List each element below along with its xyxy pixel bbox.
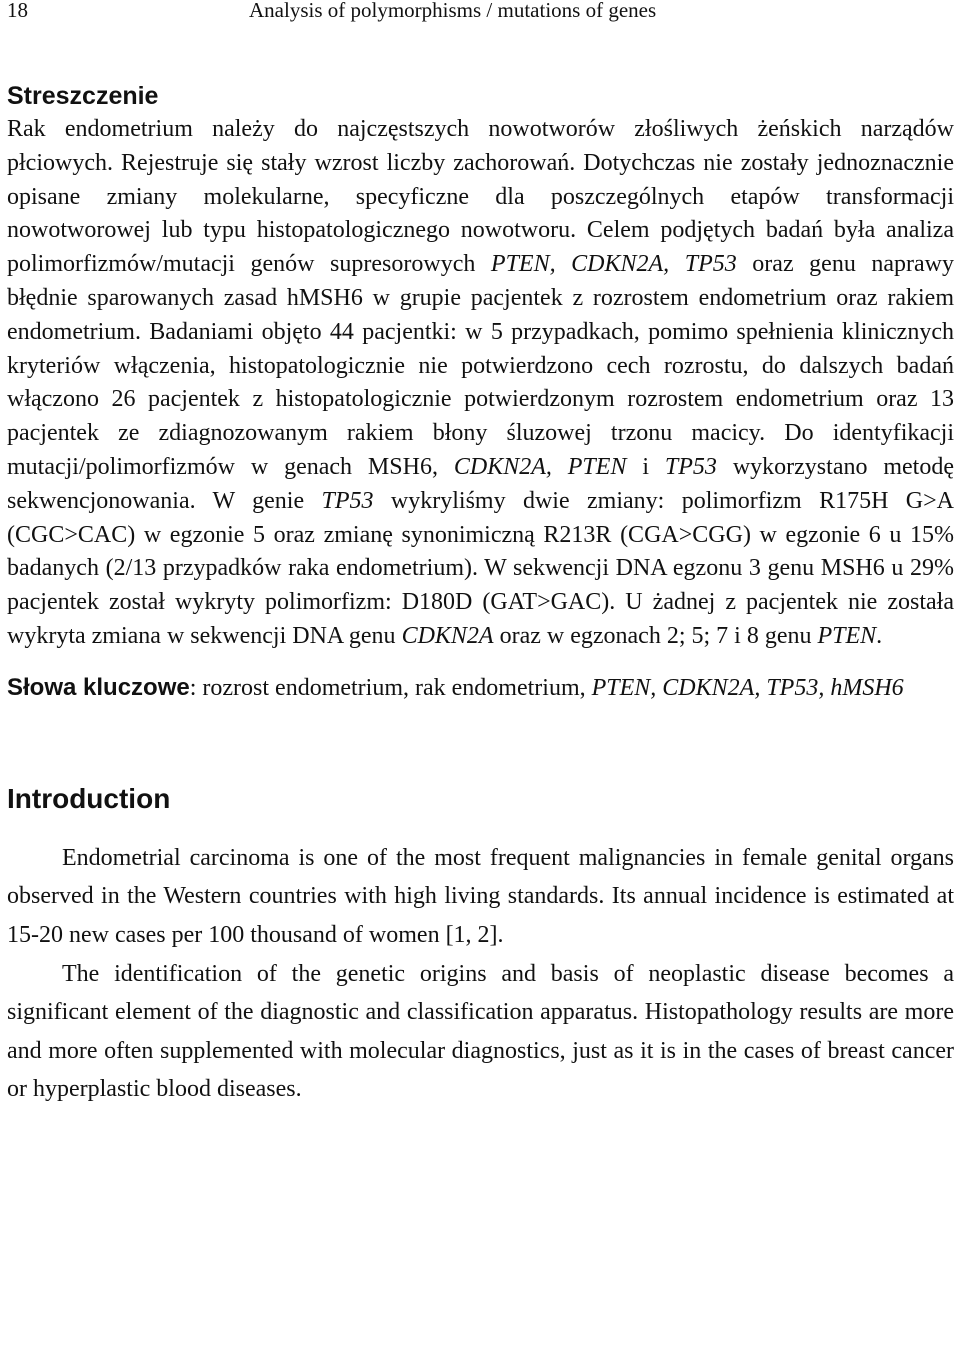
abstract-text-7: . (876, 622, 883, 649)
abstract-heading: Streszczenie (7, 82, 159, 110)
gene-name-cdkn2a: CDKN2A (401, 622, 494, 649)
keywords-colon: : (189, 674, 197, 701)
abstract-text-4: wykorzystano metodę sekwencjonowania. W genie (7, 453, 955, 514)
gene-name-pten: PTEN (817, 622, 877, 649)
keywords-plain: rozrost endometrium, rak endometrium, (196, 674, 592, 701)
keywords (7, 671, 954, 705)
introduction-paragraph-1: Endometrial carcinoma is one of the most frequent malignancies in female genital organs observed in the Western countries with high living standards. Its annual incidence is estimated at 15-20 new cases per 100 thousand of women [1, 2]. (7, 844, 954, 948)
keywords-label: Słowa kluczowe (7, 673, 190, 701)
abstract-text-6: oraz w egzonach 2; 5; 7 i 8 genu (493, 622, 818, 649)
page-number: 18 (7, 0, 28, 22)
keywords-italic: PTEN, CDKN2A, TP53, hMSH6 (591, 674, 904, 701)
introduction-heading: Introduction (7, 782, 171, 814)
abstract-text-5: wykryliśmy dwie zmiany: polimorfizm R175H G>A (CGC>CAC) w egzonie 5 oraz zmianę synonimiczną R213R (CGA>CGG) w egzonie 6 u 15% badanych (2/13 przypadków raka endometrium). W sekwencji DNA egzonu 3 genu MSH6 u 29% pacjentek został wykryty polimorfizm: D180D (GAT>GAC). U żadnej z pacjentek nie została wykryta zmiana w sekwencji DNA genu (7, 487, 954, 649)
abstract-text-3: i (626, 453, 665, 480)
document-page (7, 0, 954, 1109)
running-header (7, 0, 954, 40)
abstract-text-2: oraz genu naprawy błędnie sparowanych zasad hMSH6 w grupie pacjentek z rozrostem endometrium oraz rakiem endometrium. Badaniami objęto 44 pacjentki: w 5 przypadkach, pomimo spełnienia klinicznych kryteriów włączenia, histopatologicznie nie potwierdzono cech rozrostu, do dalszych badań włączono 26 pacjentek z histopatologicznie potwierdzonym rozrostem endometrium oraz 13 pacjentek ze zdiagnozowanym rakiem błony śluzowej trzonu macicy. Do identyfikacji mutacji/polimorfizmów w genach MSH6, (7, 251, 955, 480)
abstract-text-1: Rak endometrium należy do najczęstszych nowotworów złośliwych żeńskich narządów płciowych. Rejestruje się stały wzrost liczby zachorowań. Dotychczas nie zostały jednoznacznie opisane zmiany molekularne, specyficzne dla poszczególnych etapów transformacji nowotworowej lub typu histopatologicznego nowotworu. Celem podjętych badań była analiza polimorfizmów/mutacji genów supresorowych (7, 116, 954, 278)
gene-names-1: PTEN, CDKN2A, TP53 (490, 251, 737, 278)
running-title: Analysis of polymorphisms / mutations of genes (249, 0, 657, 22)
gene-names-2: CDKN2A, PTEN (453, 453, 627, 480)
abstract-paragraph (7, 113, 954, 654)
gene-name-tp53-1: TP53 (664, 453, 717, 480)
introduction-paragraph-2: The identification of the genetic origins and basis of neoplastic disease becomes a significant element of the diagnostic and classification apparatus. Histopathology results are more and more often supplemented with molecular diagnostics, just as it is in the cases of breast cancer or hyperplastic blood diseases. (7, 960, 954, 1103)
gene-name-tp53-2: TP53 (321, 487, 374, 514)
